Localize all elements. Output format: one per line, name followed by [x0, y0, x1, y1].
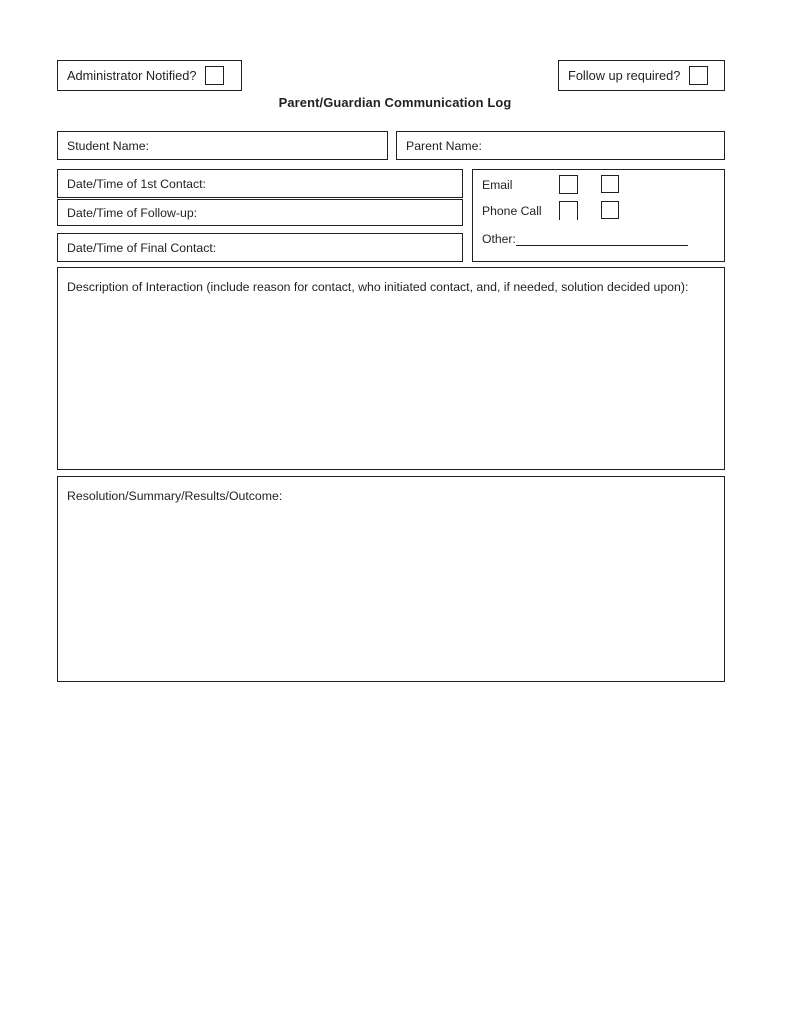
page-title: Parent/Guardian Communication Log: [278, 95, 512, 110]
email-checkbox-2[interactable]: [601, 175, 619, 193]
email-checkbox-1[interactable]: [559, 175, 578, 194]
other-label: Other:: [482, 232, 516, 246]
follow-up-required-label: Follow up required?: [568, 68, 681, 83]
parent-name-label: Parent Name:: [406, 138, 482, 153]
resolution-summary-field[interactable]: [57, 476, 725, 682]
contact-method-other-row[interactable]: [482, 232, 688, 246]
follow-up-datetime-field[interactable]: [57, 199, 463, 226]
description-of-interaction-field[interactable]: [57, 267, 725, 470]
first-contact-datetime-field[interactable]: [57, 169, 463, 198]
follow-up-label: Date/Time of Follow-up:: [67, 205, 198, 220]
phone-call-label: Phone Call: [482, 204, 542, 218]
description-label: Description of Interaction (include reason for contact, who initiated contact, and, if needed, solution decided upon):: [67, 280, 689, 294]
final-contact-label: Date/Time of Final Contact:: [67, 240, 217, 255]
student-name-label: Student Name:: [67, 138, 150, 153]
administrator-notified-label: Administrator Notified?: [67, 68, 197, 83]
other-input-line[interactable]: [516, 234, 688, 246]
first-contact-label: Date/Time of 1st Contact:: [67, 176, 206, 191]
resolution-label: Resolution/Summary/Results/Outcome:: [67, 489, 283, 503]
follow-up-required-field[interactable]: [558, 60, 725, 91]
email-label: Email: [482, 178, 513, 192]
administrator-notified-field[interactable]: [57, 60, 242, 91]
contact-method-panel: [472, 169, 725, 262]
phone-call-checkbox-1[interactable]: [559, 201, 578, 220]
contact-method-phone-row: [482, 204, 542, 218]
student-name-field[interactable]: [57, 131, 388, 160]
follow-up-required-checkbox[interactable]: [689, 66, 708, 85]
phone-call-checkbox-2[interactable]: [601, 201, 619, 219]
administrator-notified-checkbox[interactable]: [205, 66, 224, 85]
contact-method-email-row: [482, 178, 512, 192]
final-contact-datetime-field[interactable]: [57, 233, 463, 262]
parent-name-field[interactable]: [396, 131, 725, 160]
